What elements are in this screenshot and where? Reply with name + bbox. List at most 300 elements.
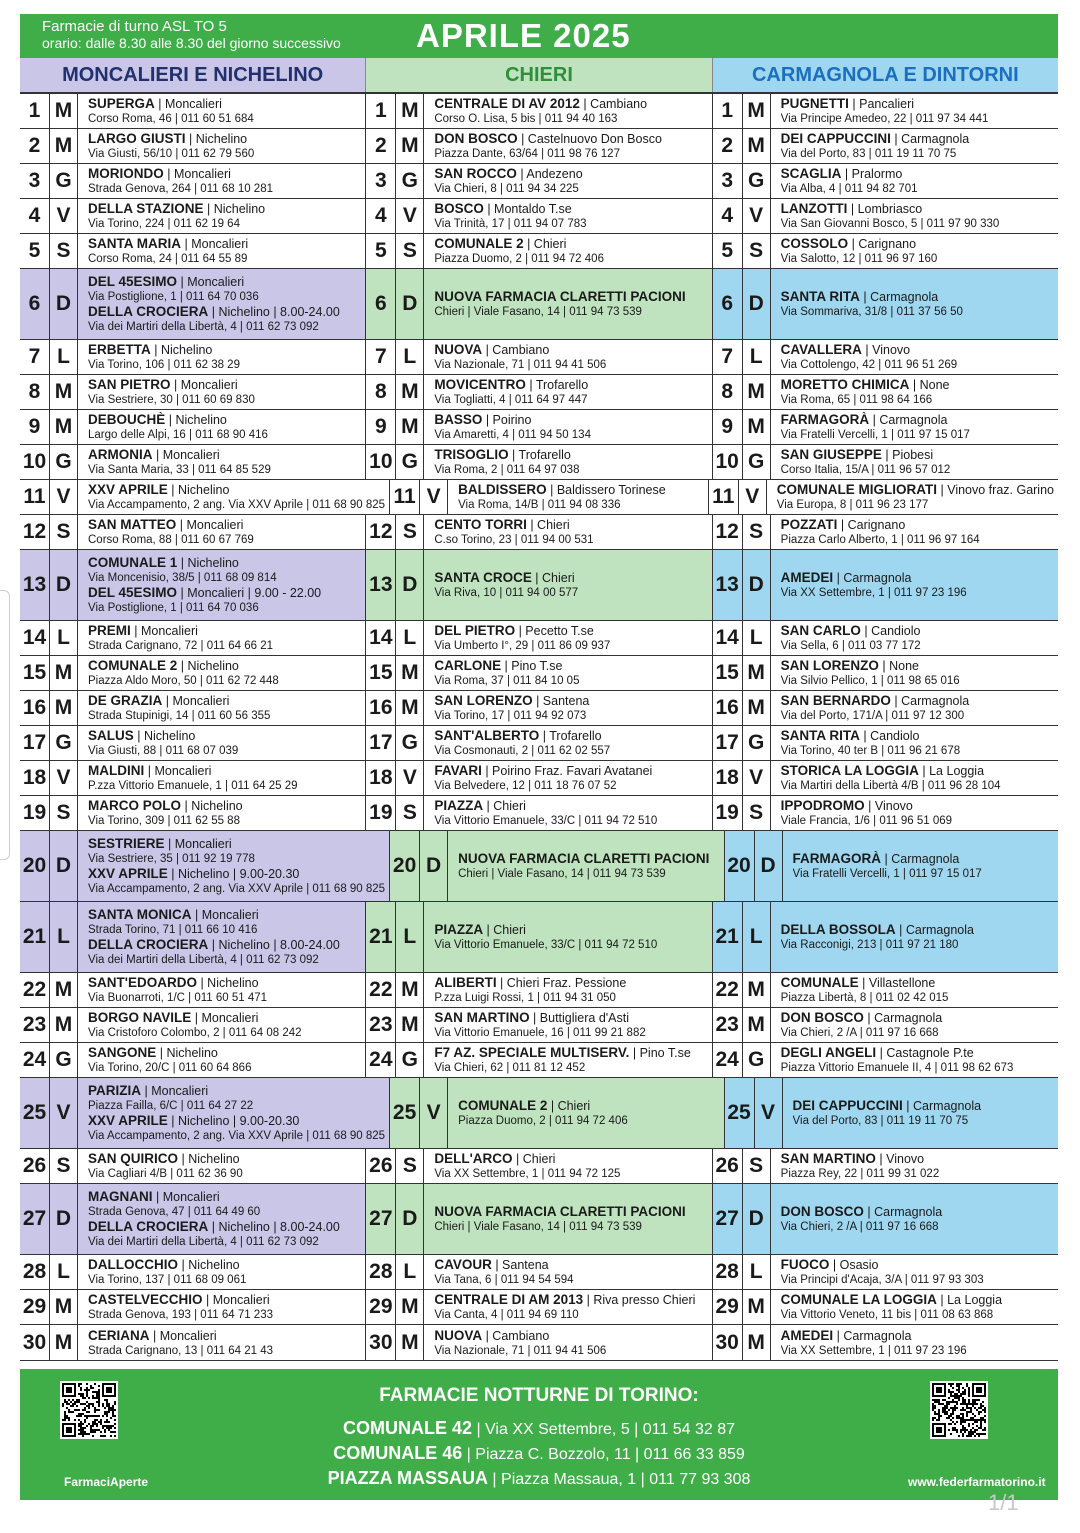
- pharmacy-name: DEGLI ANGELI: [780, 1045, 877, 1060]
- pharmacy-entry: [434, 1045, 707, 1075]
- pharmacy-entries: [424, 1325, 711, 1360]
- zone-cell: [20, 656, 366, 690]
- pharmacy-entries: [771, 410, 1058, 444]
- pharmacy-entry: [434, 96, 707, 126]
- pharmacy-entry: [781, 1045, 1054, 1075]
- pharmacy-name: NUOVA FARMACIA CLARETTI PACIONI: [434, 289, 686, 304]
- zone-cell: [713, 656, 1058, 690]
- pharmacy-address: Via del Porto, 171/A | 011 97 12 300: [780, 710, 965, 722]
- pharmacy-address: Strada Genova, 47 | 011 64 49 60: [88, 1206, 261, 1218]
- weekday-letter: V: [50, 480, 78, 514]
- pharmacy-location: Pino T.se: [639, 1046, 691, 1060]
- weekday-letter: L: [743, 621, 771, 655]
- pharmacy-name: STORICA LA LOGGIA: [780, 763, 919, 778]
- weekday-letter: L: [50, 340, 78, 374]
- pharmacy-name: AMEDEI: [780, 1327, 834, 1343]
- pharmacy-location: Cambiano: [590, 97, 648, 111]
- day-number: 18: [366, 761, 396, 795]
- pharmacy-entries: [78, 656, 365, 690]
- pharmacy-location: Moncalieri | 9.00 - 22.00: [187, 586, 322, 600]
- pharmacy-entries: [771, 973, 1058, 1007]
- pharmacy-entries: [78, 1043, 365, 1077]
- pharmacy-address: C.so Torino, 23 | 011 94 00 531: [434, 534, 594, 546]
- night-pharmacy-address: Piazza C. Bozzolo, 11 | 011 66 33 859: [475, 1446, 745, 1463]
- pharmacy-title-line: COMUNALE 2 | Nichelino: [88, 658, 239, 673]
- table-row: [20, 269, 1058, 340]
- zone-cell: [20, 129, 366, 163]
- day-number: 30: [366, 1325, 396, 1360]
- table-row: [20, 902, 1058, 973]
- pharmacy-entries: [767, 480, 1058, 514]
- pharmacy-title-line: DELLA BOSSOLA | Carmagnola: [780, 922, 974, 937]
- zone-cell: [390, 1078, 724, 1148]
- zone-cell: [713, 1184, 1058, 1254]
- zone-cell: [713, 796, 1058, 830]
- day-number: 3: [20, 164, 50, 198]
- pharmacy-title-line: BASSO | Poirino: [434, 412, 532, 427]
- page-number: 1/1: [988, 1490, 1019, 1515]
- pharmacy-name: DALLOCCHIO: [88, 1257, 178, 1272]
- day-number: 14: [366, 621, 396, 655]
- qr-left-label: FarmaciAperte: [64, 1475, 149, 1489]
- pharmacy-entry: [434, 517, 707, 547]
- table-row: [20, 1008, 1058, 1043]
- pharmacy-location: Moncalieri: [164, 97, 222, 111]
- weekday-letter: D: [50, 269, 78, 339]
- pharmacy-title-line: LANZOTTI | Lombriasco: [780, 201, 923, 216]
- pharmacy-name: SAN MARTINO: [780, 1151, 876, 1166]
- day-number: 20: [725, 831, 755, 901]
- pharmacy-location: Nichelino: [187, 659, 239, 673]
- pharmacy-entries: [771, 1008, 1058, 1042]
- pharmacy-location: Villastellone: [868, 976, 936, 990]
- day-number: 15: [20, 656, 50, 690]
- pharmacy-location: Moncalieri: [201, 1011, 259, 1025]
- pharmacy-entries: [424, 199, 711, 233]
- pharmacy-name: PIAZZA: [434, 922, 484, 937]
- zone-cell: [366, 1043, 712, 1077]
- pharmacy-entries: [771, 656, 1058, 690]
- pharmacy-address: Via Principe Amedeo, 22 | 011 97 34 441: [780, 113, 989, 125]
- pharmacy-title-line: DEL PIETRO | Pecetto T.se: [434, 623, 594, 638]
- zone-cell: [713, 973, 1058, 1007]
- pharmacy-entries: [424, 1008, 711, 1042]
- pharmacy-name: IPPODROMO: [780, 798, 865, 813]
- zone-cell: [366, 515, 712, 549]
- pharmacy-entries: [771, 445, 1058, 479]
- pharmacy-entry: [88, 1257, 361, 1287]
- pharmacy-address: Via Umberto I°, 29 | 011 86 09 937: [434, 640, 611, 652]
- day-number: 17: [713, 726, 743, 760]
- pharmacy-entries: [424, 550, 711, 620]
- pharmacy-title-line: PARIZIA | Moncalieri: [88, 1083, 209, 1098]
- pharmacy-name: FAVARI: [434, 763, 482, 778]
- pharmacy-entry: [88, 166, 361, 196]
- pharmacy-name: SCAGLIA: [780, 166, 842, 181]
- weekday-letter: D: [396, 269, 424, 339]
- month-title: APRILE 2025: [416, 17, 631, 54]
- pharmacy-address: Via Giusti, 56/10 | 011 62 79 560: [88, 148, 255, 160]
- weekday-letter: G: [743, 1043, 771, 1077]
- day-number: 19: [20, 796, 50, 830]
- pharmacy-address: Via Silvio Pellico, 1 | 011 98 65 016: [780, 675, 960, 687]
- pharmacy-address: Piazza Failla, 6/C | 011 64 27 22: [88, 1100, 254, 1112]
- pharmacy-entry: [434, 1257, 707, 1287]
- pharmacy-name: DEL 45ESIMO: [88, 585, 178, 600]
- zone-cell: [366, 656, 712, 690]
- pharmacy-entry: [88, 1083, 385, 1113]
- pharmacy-location: None: [889, 659, 920, 673]
- pharmacy-entries: [78, 375, 365, 409]
- weekday-letter: G: [50, 445, 78, 479]
- pharmacy-location: Moncalieri: [191, 237, 249, 251]
- weekday-letter: M: [743, 656, 771, 690]
- pharmacy-entries: [424, 94, 711, 128]
- zone-cell: [20, 1078, 390, 1148]
- pharmacy-address: Via Cristoforo Colombo, 2 | 011 64 08 242: [88, 1027, 302, 1039]
- pharmacy-address: Via Cagliari 4/B | 011 62 36 90: [88, 1168, 243, 1180]
- day-number: 14: [713, 621, 743, 655]
- pharmacy-location: Riva presso Chieri: [593, 1293, 696, 1307]
- pharmacy-location: Carmagnola: [874, 1205, 943, 1219]
- weekday-letter: V: [396, 199, 424, 233]
- zone-cell: [713, 164, 1058, 198]
- pharmacy-location: Carmagnola: [870, 290, 939, 304]
- pharmacy-name: ERBETTA: [88, 342, 151, 357]
- day-number: 2: [20, 129, 50, 163]
- pharmacy-name: LANZOTTI: [780, 201, 848, 216]
- pharmacy-address: Via Vittorio Veneto, 11 bis | 011 08 63 868: [780, 1309, 994, 1321]
- zone-cell: [20, 550, 366, 620]
- day-number: 22: [713, 973, 743, 1007]
- pharmacy-location: Moncalieri: [187, 275, 245, 289]
- pharmacy-name: ARMONIA: [88, 447, 153, 462]
- pharmacy-name: CERIANA: [88, 1327, 150, 1343]
- pharmacy-title-line: SAN LORENZO | Santena: [434, 693, 590, 708]
- table-row: [20, 515, 1058, 550]
- pharmacy-entries: [771, 761, 1058, 795]
- pharmacy-entry: [88, 1151, 361, 1181]
- pharmacy-entry: [88, 304, 361, 334]
- pharmacy-address: Piazza Duomo, 2 | 011 94 72 406: [458, 1115, 628, 1127]
- pharmacy-name: FUOCO: [780, 1257, 830, 1272]
- pharmacy-name: SANTA RITA: [780, 289, 860, 304]
- pharmacy-name: LARGO GIUSTI: [88, 131, 186, 146]
- pharmacy-entries: [424, 129, 711, 163]
- pharmacy-name: MALDINI: [88, 763, 145, 778]
- day-number: 12: [20, 515, 50, 549]
- pharmacy-name: BORGO NAVILE: [88, 1010, 192, 1025]
- pharmacy-location: Baldissero Torinese: [556, 483, 666, 497]
- pharmacy-location: Moncalieri: [172, 694, 230, 708]
- pharmacy-entries: [771, 1290, 1058, 1324]
- day-number: 12: [713, 515, 743, 549]
- day-number: 17: [20, 726, 50, 760]
- pharmacy-entries: [783, 831, 1058, 901]
- day-number: 6: [366, 269, 396, 339]
- pharmacy-location: Carmagnola: [843, 571, 912, 585]
- pharmacy-address: Via Accampamento, 2 ang. Via XXV Aprile | 011 68 90 825: [88, 499, 386, 511]
- weekday-letter: S: [50, 234, 78, 268]
- zone-cell: [366, 445, 712, 479]
- zone-cell: [366, 269, 712, 339]
- pharmacy-location: Nichelino: [187, 556, 239, 570]
- zone-cell: [366, 902, 712, 972]
- pharmacy-entries: [771, 199, 1058, 233]
- pharmacy-address: Strada Stupinigi, 14 | 011 60 56 355: [88, 710, 271, 722]
- pharmacy-address: P.zza Vittorio Emanuele, 1 | 011 64 25 29: [88, 780, 298, 792]
- table-row: [20, 199, 1058, 234]
- pharmacy-title-line: [434, 1204, 707, 1220]
- pharmacy-entry: [88, 937, 361, 967]
- pharmacy-entry: [434, 693, 707, 723]
- pharmacy-title-line: DEI CAPPUCCINI | Carmagnola: [792, 1098, 982, 1113]
- pharmacy-address: Via Chieri, 8 | 011 94 34 225: [434, 183, 579, 195]
- pharmacy-entry: [88, 728, 361, 758]
- pharmacy-entry: [793, 851, 1054, 881]
- pharmacy-title-line: FARMAGORÀ | Carmagnola: [792, 851, 960, 866]
- weekday-letter: M: [396, 94, 424, 128]
- pharmacy-address: Via Principi d'Acaja, 3/A | 011 97 93 303: [780, 1274, 984, 1286]
- pharmacy-address: Piazza Dante, 63/64 | 011 98 76 127: [434, 148, 620, 160]
- pharmacy-entries: [78, 902, 365, 972]
- pharmacy-entry: [781, 658, 1054, 688]
- calendar-header: [20, 14, 1058, 58]
- pharmacy-entries: [771, 94, 1058, 128]
- zone-cell: [20, 340, 366, 374]
- pharmacy-entries: [424, 375, 711, 409]
- pharmacy-location: Santena: [502, 1258, 549, 1272]
- weekday-letter: G: [396, 1043, 424, 1077]
- pharmacy-title-line: PUGNETTI | Pancalieri: [780, 96, 915, 111]
- header-asl-line: Farmacie di turno ASL TO 5: [42, 18, 227, 35]
- pharmacy-location: Nichelino | 8.00-24.00: [218, 938, 340, 952]
- pharmacy-entries: [424, 269, 711, 339]
- zone-cell: [20, 761, 366, 795]
- pharmacy-name: SALUS: [88, 728, 134, 743]
- pharmacy-entry: [434, 377, 707, 407]
- pharmacy-address: Piazza Aldo Moro, 50 | 011 62 72 448: [88, 675, 279, 687]
- pharmacy-entry: [781, 798, 1054, 828]
- weekday-letter: M: [50, 1325, 78, 1360]
- pharmacy-address: Via Chieri, 2 /A | 011 97 16 668: [780, 1027, 939, 1039]
- pharmacy-location: Carmagnola: [874, 1011, 943, 1025]
- pharmacy-title-line: CENTO TORRI | Chieri: [434, 517, 570, 532]
- zone-cell: [20, 691, 366, 725]
- zone-cell: [20, 831, 390, 901]
- table-row: [20, 1078, 1058, 1149]
- pharmacy-name: XXV APRILE: [88, 1113, 168, 1128]
- pharmacy-address: Via Racconigi, 213 | 011 97 21 180: [780, 939, 959, 951]
- day-number: 4: [20, 199, 50, 233]
- pharmacy-title-line: CENTRALE DI AM 2013 | Riva presso Chieri: [434, 1292, 696, 1307]
- pharmacy-entry: [88, 907, 361, 937]
- zone-cell: [725, 831, 1058, 901]
- zone-cell: [713, 1149, 1058, 1183]
- pharmacy-location: Chieri: [537, 518, 570, 532]
- side-tab-handle[interactable]: [0, 590, 10, 860]
- pharmacy-address: Via del Porto, 83 | 011 19 11 70 75: [780, 148, 957, 160]
- table-row: [20, 1255, 1058, 1290]
- pharmacy-title-line: COMUNALE MIGLIORATI | Vinovo fraz. Garino: [776, 482, 1054, 497]
- pharmacy-entries: [78, 515, 365, 549]
- pharmacy-title-line: MALDINI | Moncalieri: [88, 763, 212, 778]
- pharmacy-address: Via Alba, 4 | 011 94 82 701: [780, 183, 918, 195]
- pharmacy-address: Corso O. Lisa, 5 bis | 011 94 40 163: [434, 113, 618, 125]
- zone-cell: [366, 1325, 712, 1360]
- day-number: 30: [713, 1325, 743, 1360]
- pharmacy-title-line: SANT'ALBERTO | Trofarello: [434, 728, 602, 743]
- zone-cell: [20, 164, 366, 198]
- day-number: 23: [366, 1008, 396, 1042]
- weekday-letter: V: [50, 1078, 78, 1148]
- pharmacy-entry: [88, 836, 385, 866]
- pharmacy-location: Carmagnola: [905, 923, 974, 937]
- pharmacy-entry: [88, 658, 361, 688]
- pharmacy-entries: [78, 1008, 365, 1042]
- pharmacy-name: SANTA CROCE: [434, 570, 532, 585]
- day-number: 8: [713, 375, 743, 409]
- day-number: 18: [20, 761, 50, 795]
- weekday-letter: V: [743, 199, 771, 233]
- table-row: [20, 375, 1058, 410]
- day-number: 10: [20, 445, 50, 479]
- table-row: [20, 726, 1058, 761]
- day-number: 16: [366, 691, 396, 725]
- pharmacy-location: Chieri: [493, 923, 526, 937]
- table-row: [20, 796, 1058, 831]
- pharmacy-location: Nichelino: [166, 1046, 218, 1060]
- pharmacy-address: Largo delle Alpi, 16 | 011 68 90 416: [88, 429, 268, 441]
- pharmacy-address: Via Martiri della Libertà 4/B | 011 96 28 104: [780, 780, 1001, 792]
- zone-cell: [20, 269, 366, 339]
- pharmacy-location: Andezeno: [526, 167, 583, 181]
- pharmacy-entry: [458, 1098, 719, 1128]
- pharmacy-entry: [781, 1257, 1054, 1287]
- pharmacy-entries: [424, 691, 711, 725]
- pharmacy-entry: [781, 763, 1054, 793]
- pharmacy-location: Nichelino | 8.00-24.00: [218, 305, 340, 319]
- pharmacy-address: Strada Carignano, 72 | 011 64 66 21: [88, 640, 273, 652]
- weekday-letter: S: [743, 515, 771, 549]
- pharmacy-entries: [771, 691, 1058, 725]
- pharmacy-location: Lombriasco: [857, 202, 923, 216]
- table-row: [20, 1325, 1058, 1360]
- pharmacy-title-line: NUOVA | Cambiano: [434, 342, 550, 357]
- pharmacy-title-line: BORGO NAVILE | Moncalieri: [88, 1010, 259, 1025]
- weekday-letter: M: [396, 1008, 424, 1042]
- pharmacy-location: La Loggia: [929, 764, 985, 778]
- weekday-letter: M: [50, 1290, 78, 1324]
- zone-cell: [713, 902, 1058, 972]
- weekday-letter: G: [50, 164, 78, 198]
- day-number: 16: [713, 691, 743, 725]
- pharmacy-location: Nichelino: [160, 343, 213, 357]
- pharmacy-entry: [781, 517, 1054, 547]
- pharmacy-name: TRISOGLIO: [434, 447, 509, 462]
- pharmacy-location: Chieri: [542, 571, 575, 585]
- weekday-letter: S: [743, 234, 771, 268]
- pharmacy-entries: [78, 269, 365, 339]
- pharmacy-entry: [434, 798, 707, 828]
- pharmacy-title-line: CERIANA | Moncalieri: [88, 1327, 217, 1343]
- pharmacy-address: Via Togliatti, 4 | 011 64 97 447: [434, 394, 588, 406]
- pharmacy-location: Nichelino: [195, 132, 248, 146]
- weekday-letter: D: [50, 831, 78, 901]
- weekday-letter: G: [396, 164, 424, 198]
- day-number: 6: [20, 269, 50, 339]
- pharmacy-title-line: IPPODROMO | Vinovo: [780, 798, 913, 813]
- weekday-letter: V: [420, 1078, 448, 1148]
- pharmacy-entry: [781, 922, 1054, 952]
- pharmacy-title-line: XXV APRILE | Nichelino | 9.00-20.30: [88, 1113, 300, 1128]
- pharmacy-title-line: POZZATI | Carignano: [780, 517, 906, 532]
- pharmacy-name: DELLA STAZIONE: [88, 201, 204, 216]
- pharmacy-title-line: SAN PIETRO | Moncalieri: [88, 377, 238, 392]
- pharmacy-entries: [78, 550, 365, 620]
- pharmacy-entries: [771, 1255, 1058, 1289]
- pharmacy-entry: [434, 975, 707, 1005]
- pharmacy-location: Cambiano: [492, 343, 550, 357]
- pharmacy-title-line: DELLA CROCIERA | Nichelino | 8.00-24.00: [88, 304, 340, 319]
- pharmacy-address: Via Nazionale, 71 | 011 94 41 506: [434, 1344, 607, 1357]
- table-row: [20, 480, 1058, 515]
- pharmacy-entries: [771, 269, 1058, 339]
- pharmacy-name: SAN CARLO: [780, 623, 861, 638]
- day-number: 7: [20, 340, 50, 374]
- weekday-letter: M: [743, 375, 771, 409]
- zone-cell: [713, 410, 1058, 444]
- pharmacy-entry: [434, 763, 707, 793]
- pharmacy-entries: [424, 340, 711, 374]
- pharmacy-entry: [88, 693, 361, 723]
- pharmacy-title-line: BALDISSERO | Baldissero Torinese: [458, 482, 666, 497]
- pharmacy-name: SAN LORENZO: [434, 693, 533, 708]
- pharmacy-name: SESTRIERE: [88, 836, 165, 851]
- pharmacy-entries: [771, 1184, 1058, 1254]
- weekday-letter: G: [743, 726, 771, 760]
- pharmacy-location: Pancalieri: [859, 97, 915, 111]
- pharmacy-entries: [771, 796, 1058, 830]
- pharmacy-location: Carmagnola: [901, 694, 970, 708]
- pharmacy-name: DON BOSCO: [780, 1204, 864, 1219]
- zone-cell: [713, 550, 1058, 620]
- table-row: [20, 691, 1058, 726]
- weekday-letter: S: [50, 796, 78, 830]
- zone-cell: [20, 410, 366, 444]
- pharmacy-entries: [78, 691, 365, 725]
- pharmacy-location: Nichelino | 8.00-24.00: [218, 1220, 340, 1234]
- pharmacy-name: BASSO: [434, 412, 483, 427]
- pharmacy-entries: [78, 1325, 365, 1360]
- pharmacy-location: Carmagnola: [843, 1328, 912, 1343]
- table-row: [20, 656, 1058, 691]
- day-number: 7: [366, 340, 396, 374]
- day-number: 27: [20, 1184, 50, 1254]
- pharmacy-address: Piazza Vittorio Emanuele II, 4 | 011 98 62 673: [780, 1062, 1014, 1074]
- pharmacy-name: CENTRALE DI AM 2013: [434, 1292, 584, 1307]
- pharmacy-location: Chieri: [522, 1152, 556, 1166]
- pharmacy-entry: [434, 166, 707, 196]
- zone-cell: [20, 726, 366, 760]
- pharmacy-address: Via Europa, 8 | 011 96 23 177: [776, 499, 929, 511]
- pharmacy-title-line: SALUS | Nichelino: [88, 728, 196, 743]
- table-row: [20, 129, 1058, 164]
- pharmacy-entry: [781, 1151, 1054, 1181]
- table-row: [20, 550, 1058, 621]
- pharmacy-entry: [793, 1098, 1054, 1128]
- pharmacy-title-line: SAN QUIRICO | Nichelino: [88, 1151, 240, 1166]
